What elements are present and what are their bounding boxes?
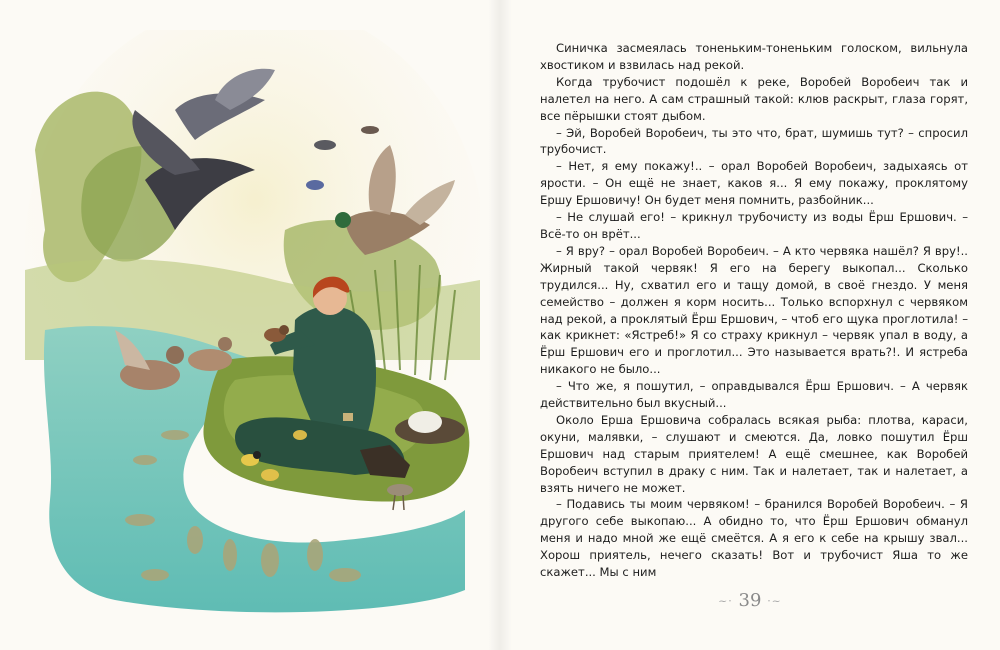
boy-belt-buckle — [343, 413, 353, 421]
paragraph: – Нет, я ему покажу!.. – орал Воробей Воробеич, задыхаясь от ярости. – Он ещё не знает, каков я... Я ему покажу, проклятому Ершу Ершовичу! Он будет меня помнить, разбойник... — [540, 159, 968, 208]
page-number-value: 39 — [738, 590, 762, 611]
paragraph: Когда трубочист подошёл к реке, Воробей Воробеич так и налетел на него. А сам страшный такой: клюв раскрыт, глаза горят, все пёрышки стоят дыбом. — [540, 74, 968, 123]
book-gutter — [488, 0, 512, 650]
paragraph: – Что же, я пошутил, – оправдывался Ёрш Ершович. – А червяк действительно был вкусный... — [540, 379, 968, 411]
paragraph: – Эй, Воробей Воробеич, ты это что, брат, шумишь тут? – спросил трубочист. — [540, 125, 968, 157]
story-text — [540, 40, 968, 581]
paragraph: – Подавись ты моим червяком! – бранился Воробей Воробеич. – Я другого себе выкопаю... А обидно то, что Ёрш Ершович обманул меня и надо мной же ещё смеётся. А я его к себе на крышу звал... Хорош приятель, нечего сказать! Вот и трубочист Яша то же скажет... Мы с ним — [540, 497, 968, 580]
illustration-boy-with-birds-and-fish — [25, 30, 480, 620]
page-number — [690, 590, 810, 611]
paragraph: – Я вру? – орал Воробей Воробеич. – А кто червяка нашёл? Я вру!.. Жирный такой червяк! Я его на берегу выкопал... Сколько трудился... Ну, схватил его и тащу домой, в своё гнездо. У меня семейство – должен я корм носить... Только вспорхнул с червяком над рекой, а проклятый Ёрш Ершович, – чтоб его щука проглотила! – как крикнет: «Ястреб!» Я со страху крикнул – червяк упал в воду, а Ёрш Ершович его и проглотил... Это называется врать?!. И ястреба никакого не было... — [540, 243, 968, 377]
page-ornament-right: ·~ — [767, 594, 782, 608]
paragraph: Около Ерша Ершовича собралась всякая рыба: плотва, караси, окуни, малявки, – слушают и смеются. Да, ловко пошутил Ёрш Ершович над старым приятелем! А ещё смешнее, как Воробей Воробеич вступил в драку с ним. Так и налетает, так и налетает, а взять ничего не может. — [540, 412, 968, 495]
illustration-art — [25, 30, 480, 620]
paragraph: – Не слушай его! – крикнул трубочисту из воды Ёрш Ершович. – Всё-то он врёт... — [540, 210, 968, 241]
paragraph: Синичка засмеялась тоненьким-тоненьким голоском, вильнула хвостиком и взвилась над рекой. — [540, 41, 968, 72]
page-ornament-left: ~· — [718, 594, 733, 608]
